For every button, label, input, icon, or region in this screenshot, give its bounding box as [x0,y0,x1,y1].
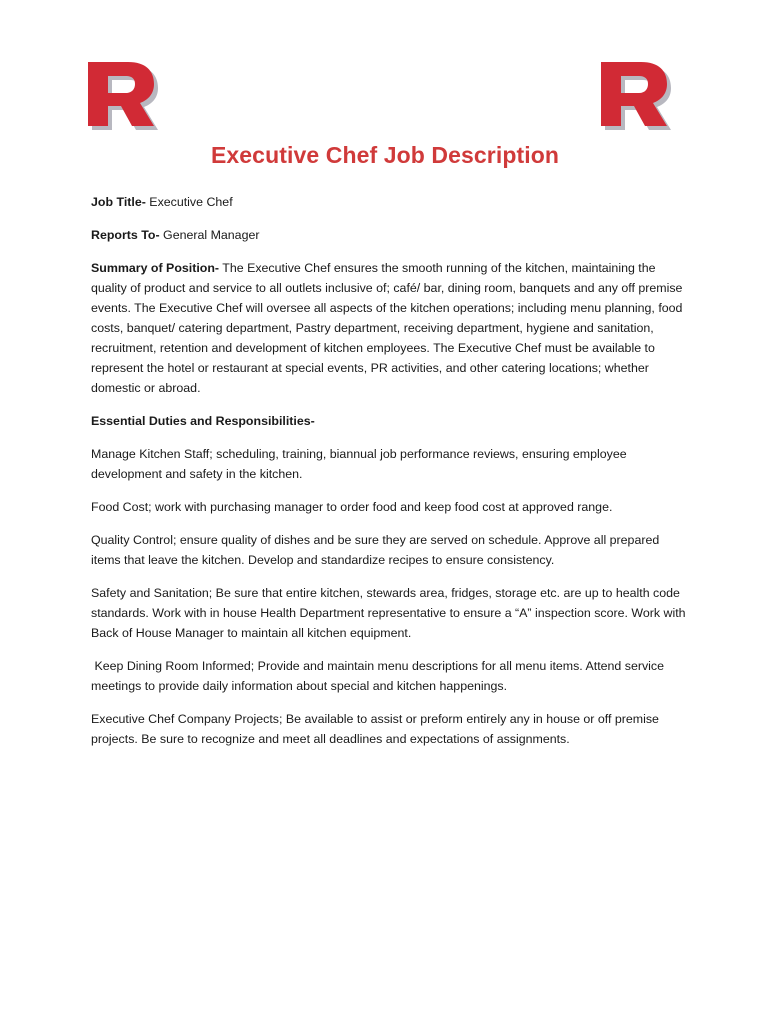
duty-item: Quality Control; ensure quality of dishes and be sure they are served on schedule. Approve all prepared items that leave the kitchen. Develop and standardize recipes to ensure consistency. [91,533,660,567]
summary-paragraph [91,258,691,398]
duty-item: Keep Dining Room Informed; Provide and maintain menu descriptions for all menu items. Attend service meetings to provide daily information about special and kitchen happenings. [91,659,668,693]
summary-text: The Executive Chef ensures the smooth running of the kitchen, maintaining the quality of product and service to all outlets inclusive of; café/ bar, dining room, banquets and any off premise events. The Executive Chef will oversee all aspects of the kitchen operations; including menu planning, food costs, banquet/ catering department, Pastry department, receiving department, hygiene and sanitation, recruitment, retention and development of kitchen employees. The Executive Chef must be available to represent the hotel or restaurant at special events, PR activities, and other catering locations; whether domestic or abroad. [91,261,683,395]
document-title: Executive Chef Job Description [210,142,560,168]
reports-to-line [91,225,691,245]
duty-item: Safety and Sanitation; Be sure that entire kitchen, stewards area, fridges, storage etc. are up to health code standards. Work with in house Health Department representative to ensure a “A” inspection score. Work with Back of House Manager to maintain all kitchen equipment. [91,586,686,640]
job-title-value: Executive Chef [145,195,233,209]
r-logo-icon [88,62,160,132]
duty-item: Food Cost; work with purchasing manager to order food and keep food cost at approved range. [91,500,613,514]
summary-label: Summary of Position- [91,261,220,275]
duty-item: Manage Kitchen Staff; scheduling, training, biannual job performance reviews, ensuring employee development and safety in the kitchen. [91,447,627,481]
job-title-line [91,192,691,212]
duties-heading: Essential Duties and Responsibilities- [91,414,315,428]
r-logo-icon [601,62,673,132]
duty-item: Executive Chef Company Projects; Be available to assist or preform entirely any in house or off premise projects. Be sure to recognize and meet all deadlines and expectations of assignments. [91,712,659,746]
reports-to-value: General Manager [159,228,260,242]
document-body [91,192,691,762]
reports-to-label: Reports To- [91,228,160,242]
job-title-label: Job Title- [91,195,146,209]
